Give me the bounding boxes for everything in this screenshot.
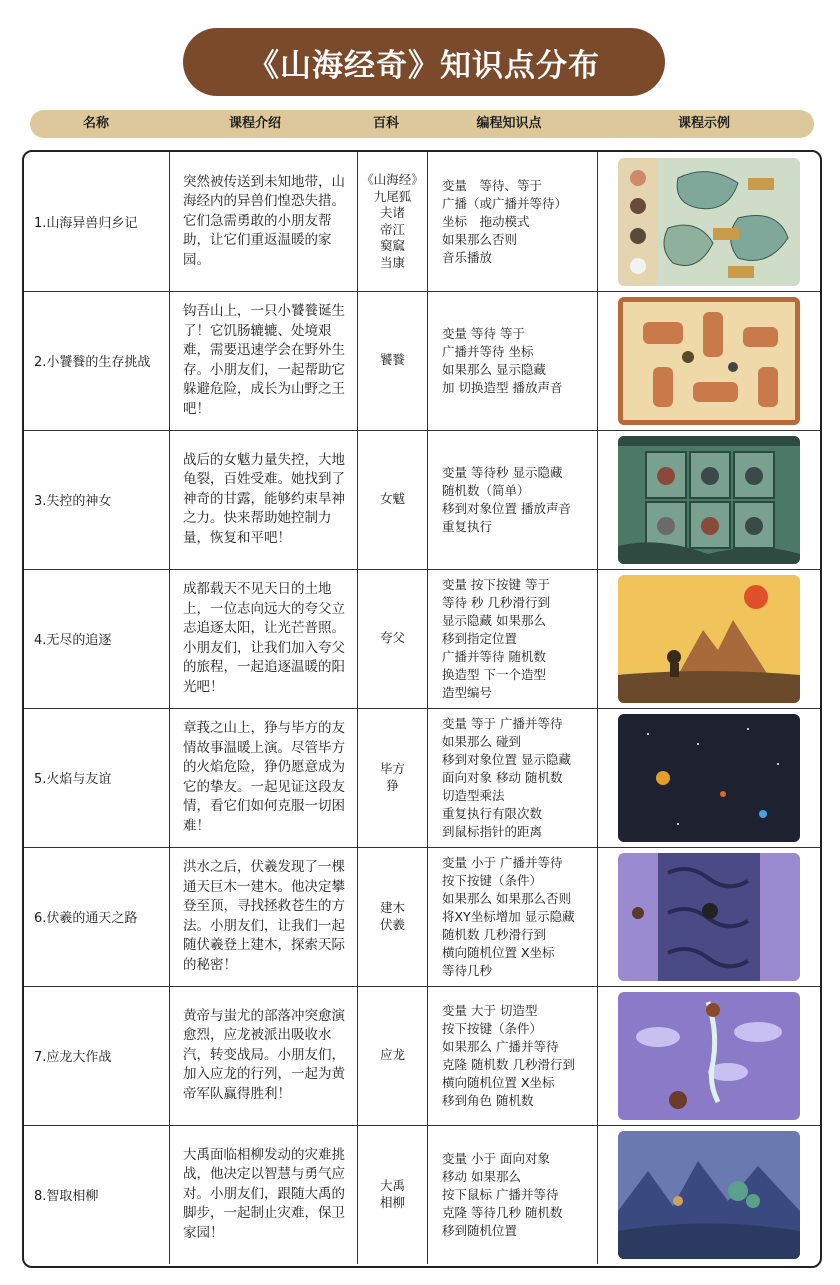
course-name: 7.应龙大作战	[24, 986, 170, 1125]
course-example	[598, 708, 820, 847]
course-wiki: 饕餮	[358, 291, 428, 430]
course-wiki: 《山海经》 九尾狐 夫诸 帝江 窫窳 当康	[358, 152, 428, 291]
course-name: 6.伏羲的通天之路	[24, 847, 170, 986]
course-name: 5.火焰与友谊	[24, 708, 170, 847]
table-row	[24, 569, 820, 709]
header-example: 课程示例	[677, 116, 730, 131]
course-intro: 突然被传送到未知地带，山海经内的异兽们惶恐失措。它们急需勇敢的小朋友帮助，让它们重返温暖的家园。	[170, 152, 358, 291]
course-example	[598, 847, 820, 986]
table-row	[24, 847, 820, 987]
course-example	[598, 1125, 820, 1264]
table-header	[30, 110, 814, 138]
table-row	[24, 1125, 820, 1264]
table-row	[24, 152, 820, 292]
page-title: 《山海经奇》知识点分布	[183, 28, 665, 96]
course-example	[598, 291, 820, 430]
course-wiki: 应龙	[358, 986, 428, 1125]
course-intro: 洪水之后，伏羲发现了一棵通天巨木一建木。他决定攀登至顶，寻找拯救苍生的方法。小朋友们，让我们一起随伏羲登上建木，探索天际的秘密！	[170, 847, 358, 986]
header-name: 名称	[82, 116, 109, 131]
course-prog: 变量 等待、等于 广播（或广播并等待） 坐标 拖动模式 如果那么否则 音乐播放	[428, 152, 598, 291]
course-name: 3.失控的神女	[24, 430, 170, 569]
course-name: 1.山海异兽归乡记	[24, 152, 170, 291]
course-example	[598, 430, 820, 569]
course-table	[22, 150, 822, 1268]
tree-scene-image	[618, 853, 800, 981]
course-name: 4.无尽的追逐	[24, 569, 170, 708]
course-example	[598, 569, 820, 708]
course-intro: 战后的女魃力量失控，大地龟裂，百姓受难。她找到了神奇的甘露，能够约束旱神之力。快来帮助她控制力量，恢复和平吧！	[170, 430, 358, 569]
course-example	[598, 152, 820, 291]
mountain-scene-image	[618, 1131, 800, 1259]
course-wiki: 毕方 狰	[358, 708, 428, 847]
course-prog: 变量 小于 面向对象 移动 如果那么 按下鼠标 广播并等待 克隆 等待几秒 随机数 移到随机位置	[428, 1125, 598, 1264]
cloud-scene-image	[618, 992, 800, 1120]
course-name: 2.小饕餮的生存挑战	[24, 291, 170, 430]
course-intro: 成都载天不见天日的土地上，一位志向远大的夸父立志追逐太阳，让光芒普照。小朋友们，让我们加入夸父的旅程，一起追逐温暖的阳光吧！	[170, 569, 358, 708]
course-example	[598, 986, 820, 1125]
desert-scene-image	[618, 575, 800, 703]
table-row	[24, 430, 820, 570]
course-wiki: 大禹 相柳	[358, 1125, 428, 1264]
grid-scene-image	[618, 436, 800, 564]
course-name: 8.智取相柳	[24, 1125, 170, 1264]
course-prog: 变量 等于 广播并等待 如果那么 碰到 移到对象位置 显示隐藏 面向对象 移动 随机数 切造型乘法 重复执行有限次数 到鼠标指针的距离	[428, 708, 598, 847]
header-prog: 编程知识点	[476, 116, 542, 131]
table-row	[24, 986, 820, 1126]
course-prog: 变量 等待 等于 广播并等待 坐标 如果那么 显示隐藏 加 切换造型 播放声音	[428, 291, 598, 430]
course-wiki: 建木 伏羲	[358, 847, 428, 986]
course-intro: 钩吾山上，一只小饕餮诞生了！它饥肠辘辘、处境艰难，需要迅速学会在野外生存。小朋友们，一起帮助它躲避危险，成长为山野之王吧！	[170, 291, 358, 430]
table-row	[24, 291, 820, 431]
course-prog: 变量 按下按键 等于 等待 秒 几秒滑行到 显示隐藏 如果那么 移到指定位置 广播并等待 随机数 换造型 下一个造型 造型编号	[428, 569, 598, 708]
header-wiki: 百科	[372, 116, 399, 131]
table-row	[24, 708, 820, 848]
night-scene-image	[618, 714, 800, 842]
course-intro: 章莪之山上，狰与毕方的友情故事温暖上演。尽管毕方的火焰危险，狰仍愿意成为它的挚友。一起见证这段友情，看它们如何克服一切困难！	[170, 708, 358, 847]
header-intro: 课程介绍	[228, 116, 281, 131]
map-scene-image	[618, 158, 800, 286]
course-prog: 变量 小于 广播并等待 按下按键（条件） 如果那么 如果那么否则 将XY坐标增加 显示隐藏 随机数 几秒滑行到 横向随机位置 X坐标 等待几秒	[428, 847, 598, 986]
course-intro: 大禹面临相柳发动的灾难挑战，他决定以智慧与勇气应对。小朋友们，跟随大禹的脚步，一起制止灾难，保卫家园！	[170, 1125, 358, 1264]
course-intro: 黄帝与蚩尤的部落冲突愈演愈烈，应龙被派出吸收水汽，转变战局。小朋友们，加入应龙的行列，一起为黄帝军队赢得胜利！	[170, 986, 358, 1125]
course-prog: 变量 大于 切造型 按下按键（条件） 如果那么 广播并等待 克隆 随机数 几秒滑行到 横向随机位置 X坐标 移到角色 随机数	[428, 986, 598, 1125]
course-wiki: 女魃	[358, 430, 428, 569]
maze-scene-image	[618, 297, 800, 425]
course-prog: 变量 等待秒 显示隐藏 随机数（简单） 移到对象位置 播放声音 重复执行	[428, 430, 598, 569]
course-wiki: 夸父	[358, 569, 428, 708]
